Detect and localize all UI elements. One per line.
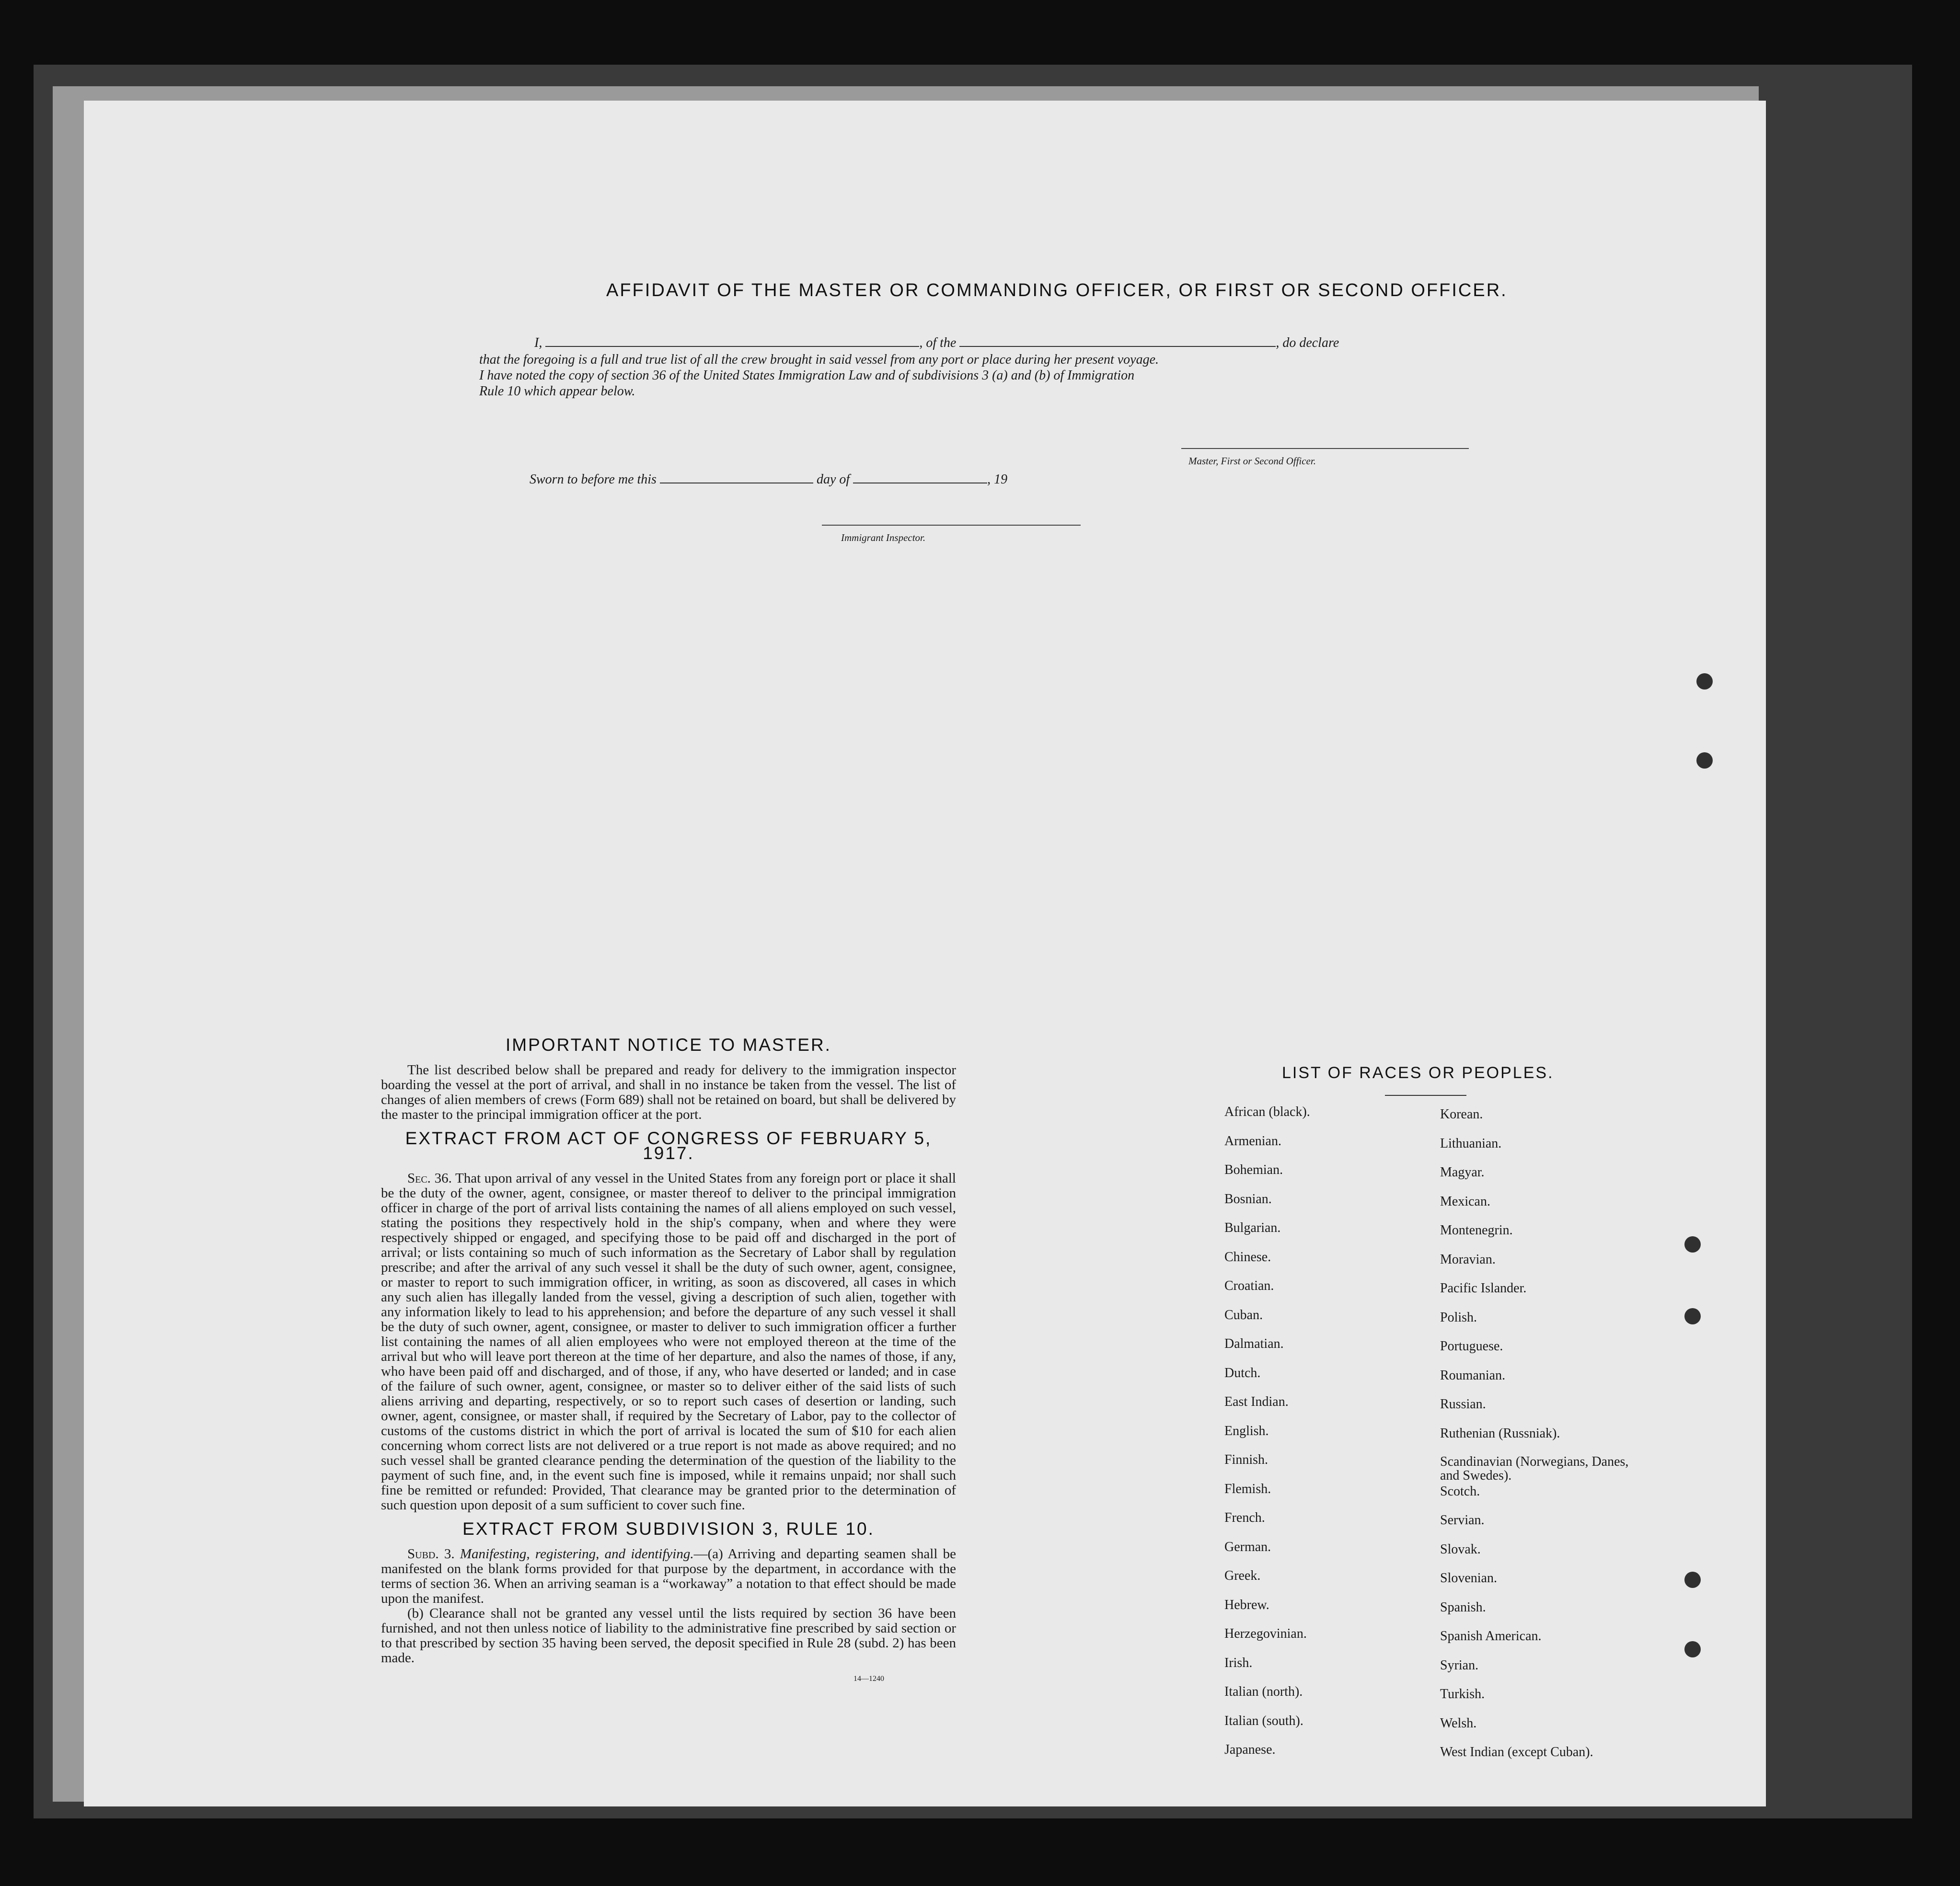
affidavit-line-4: Rule 10 which appear below. <box>479 384 635 399</box>
section-36-label: Sec. 36. <box>407 1171 452 1186</box>
race-item: Irish. <box>1224 1655 1253 1670</box>
day-of-label: day of <box>816 472 850 487</box>
subdivision-a-body: —(a) Arriving and departing seamen shall be manifested on the blank forms provided for that purpose by the department, in accordance with the terms of section 36. When an arriving seaman is a “workaway” a notation to that effect should be made upon the manifest. <box>381 1546 957 1606</box>
race-item: Croatian. <box>1224 1278 1274 1293</box>
race-item: Japanese. <box>1224 1742 1276 1757</box>
act-extract-title: EXTRACT FROM ACT OF CONGRESS OF FEBRUARY 5, 1917. <box>405 1128 932 1163</box>
race-item: Cuban. <box>1224 1307 1263 1322</box>
race-item: African (black). <box>1224 1104 1310 1119</box>
punch-hole <box>1696 752 1713 769</box>
race-item: Greek. <box>1224 1568 1261 1583</box>
race-item: Montenegrin. <box>1440 1223 1513 1238</box>
race-item: Bosnian. <box>1224 1191 1272 1207</box>
punch-hole <box>1684 1641 1701 1657</box>
race-item: West Indian (except Cuban). <box>1440 1745 1593 1760</box>
master-caption: Master, First or Second Officer. <box>1188 455 1316 467</box>
race-item: Dalmatian. <box>1224 1336 1284 1351</box>
race-item: Slovenian. <box>1440 1571 1497 1586</box>
punch-hole <box>1684 1236 1701 1253</box>
rule-extract-title: EXTRACT FROM SUBDIVISION 3, RULE 10. <box>462 1519 875 1539</box>
affidavit-of-the-label: , of the <box>919 335 957 350</box>
notice-body: The list described below shall be prepared and ready for delivery to the immigration inspector boarding the vessel at the port of arrival, and shall in no instance be taken from the vessel. The list of changes of alien members of crews (Form 689) shall not be retained on board, but shall be delivered by the master to the principal immigration officer at the port. <box>381 1062 956 1122</box>
subdivision-label: Subd. 3. <box>407 1546 455 1562</box>
races-title: LIST OF RACES OR PEOPLES. <box>1282 1064 1554 1082</box>
form-number: 14—1240 <box>853 1675 884 1683</box>
race-item: Mexican. <box>1440 1194 1490 1209</box>
affidavit-i-label: I, <box>534 335 542 350</box>
race-item: Scotch. <box>1440 1484 1480 1499</box>
race-item: Russian. <box>1440 1397 1486 1412</box>
race-item: Chinese. <box>1224 1249 1271 1265</box>
section-36-text <box>381 1171 956 1513</box>
race-item: East Indian. <box>1224 1394 1289 1409</box>
sworn-line <box>530 472 1007 487</box>
race-item: Korean. <box>1440 1107 1483 1122</box>
race-item: Slovak. <box>1440 1541 1481 1557</box>
notice-column <box>381 1037 956 1686</box>
race-item: Spanish. <box>1440 1599 1486 1615</box>
subdivision-b-text: (b) Clearance shall not be granted any vessel until the lists required by section 36 have been furnished, and not then unless notice of liability to the administrative fine prescribed by said section or to that prescribed by section 35 having been served, the deposit specified in Rule 28 (subd. 2) has been made. <box>381 1606 956 1666</box>
inspector-signature-line[interactable] <box>822 525 1081 526</box>
race-item: Flemish. <box>1224 1481 1271 1496</box>
race-item: German. <box>1224 1539 1271 1554</box>
race-item: Italian (north). <box>1224 1684 1303 1699</box>
race-item: Roumanian. <box>1440 1368 1506 1383</box>
notice-title: IMPORTANT NOTICE TO MASTER. <box>506 1035 831 1055</box>
affidavit-line-2: that the foregoing is a full and true list of all the crew brought in said vessel from any port or place during her present voyage. <box>479 352 1159 367</box>
subdivision-a-text <box>381 1547 956 1606</box>
race-item: French. <box>1224 1510 1265 1525</box>
race-item: Spanish American. <box>1440 1629 1542 1644</box>
year-label: , 19 <box>987 472 1008 487</box>
races-title-rule <box>1385 1095 1466 1096</box>
race-item: Bohemian. <box>1224 1162 1283 1177</box>
affidavit-line-3: I have noted the copy of section 36 of the United States Immigration Law and of subdivisions 3 (a) and (b) of Immigration <box>479 368 1135 383</box>
race-item: Servian. <box>1440 1513 1485 1528</box>
form-page <box>84 101 1766 1806</box>
race-item: Turkish. <box>1440 1687 1485 1702</box>
master-name-blank[interactable] <box>545 346 919 347</box>
race-item: Dutch. <box>1224 1365 1261 1380</box>
race-item: Italian (south). <box>1224 1713 1303 1728</box>
races-left-list <box>1224 1104 1310 1771</box>
race-item: Syrian. <box>1440 1657 1479 1673</box>
affidavit-line-1 <box>534 335 1339 351</box>
race-item: Hebrew. <box>1224 1597 1269 1612</box>
races-right-list <box>1440 1107 1637 1774</box>
inspector-caption: Immigrant Inspector. <box>841 532 926 543</box>
race-item: Polish. <box>1440 1310 1477 1325</box>
race-item: Pacific Islander. <box>1440 1281 1527 1296</box>
race-item: Herzegovinian. <box>1224 1626 1307 1641</box>
master-signature-line[interactable] <box>1181 448 1469 449</box>
race-item: Bulgarian. <box>1224 1220 1281 1235</box>
vessel-name-blank[interactable] <box>959 346 1276 347</box>
section-36-body: That upon arrival of any vessel in the United States from any foreign port or place it shall be the duty of the owner, agent, consignee, or master thereof to deliver to the principal immigration officer in charge of the port of arrival lists containing the names of all aliens employed on such vessel, stating the positions they respectively hold in the ship's company, when and where they were respectively shipped or engaged, and specifying those to be paid off and discharged in the port of arrival; or lists containing so much of such information as the Secretary of Labor shall by regulation prescribe; and after the arrival of any such vessel it shall be the duty of such owner, agent, consignee, or master to report to such immigration officer, in writing, as soon as discovered, all cases in which any such alien has illegally landed from the vessel, giving a description of such alien, together with any information likely to lead to his apprehension; and before the departure of any such vessel it shall be the duty of such owner, agent, consignee, or master to deliver to such immigration officer a further list containing the names of all alien employees who were not employed thereon at the time of the arrival but who will leave port thereon at the time of her departure, and also the names of those, if any, who have been paid off and discharged, and of those, if any, who have deserted or landed; and in case of the failure of such owner, agent, consignee, or master so to deliver either of the said lists of such aliens arriving and departing, respectively, or so to report such cases of desertion or landing, such owner, agent, consignee, or master shall, if required by the Secretary of Labor, pay to the collector of customs of the customs district in which the port of arrival is located the sum of $10 for each alien concerning whom correct lists are not delivered or a true report is not made as above required; and no such vessel shall be granted clearance pending the determination of the question of the liability to the payment of such fine, and, in the event such fine is imposed, while it remains unpaid; nor shall such fine be remitted or refunded: Provided, That clearance may be granted prior to the determination of such question upon deposit of a sum sufficient to cover such fine. <box>381 1171 956 1513</box>
punch-hole <box>1684 1572 1701 1588</box>
punch-hole <box>1696 673 1713 690</box>
race-item: Armenian. <box>1224 1133 1281 1149</box>
race-item: Scandinavian (Norwegians, Danes, and Swedes). <box>1440 1454 1629 1483</box>
subdivision-heading: Manifesting, registering, and identifying. <box>460 1546 694 1562</box>
race-item: Portuguese. <box>1440 1339 1503 1354</box>
sworn-label: Sworn to before me this <box>530 472 657 487</box>
affidavit-title: AFFIDAVIT OF THE MASTER OR COMMANDING OFFICER, OR FIRST OR SECOND OFFICER. <box>606 280 1508 300</box>
race-item: Finnish. <box>1224 1452 1268 1467</box>
punch-hole <box>1684 1308 1701 1324</box>
race-item: Welsh. <box>1440 1715 1477 1731</box>
affidavit-declare-label: , do declare <box>1276 335 1339 350</box>
race-item: Lithuanian. <box>1440 1136 1502 1151</box>
race-item: Magyar. <box>1440 1165 1485 1180</box>
race-item: Ruthenian (Russniak). <box>1440 1426 1560 1441</box>
race-item: Moravian. <box>1440 1252 1496 1267</box>
race-item: English. <box>1224 1423 1269 1438</box>
